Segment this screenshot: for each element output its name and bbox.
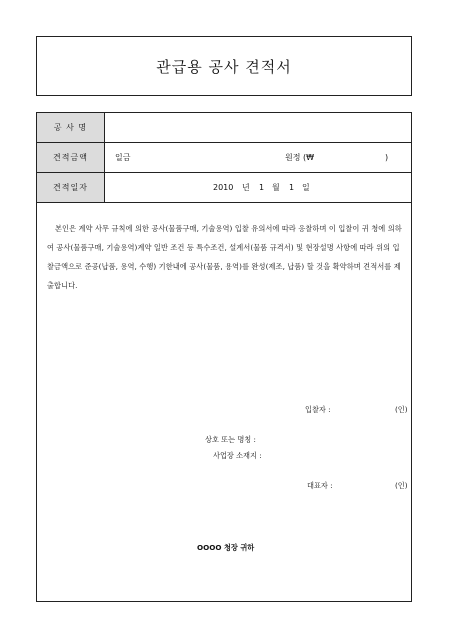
amount-label: 견적금액 — [37, 143, 105, 172]
document-title: 관급용 공사 견적서 — [156, 57, 292, 76]
project-name-row — [37, 113, 411, 143]
date-row — [37, 173, 411, 203]
statement-text: 본인은 계약 사무 규칙에 의한 공사(물품구매, 기술용역) 입찰 유의서에 따라 응찰하며 이 입찰이 귀 청에 의하여 공사(물품구매, 기술용역)계약 일반 조건 등 특수조건, 설계서(물품 규격서) 및 현장설명 사항에 따라 위의 입찰금액으로 준공(납품, 용역, 수행) 기한내에 공사(물품, 용역)를 완성(제조, 납품) 할 것을 확약하며 견적서를 제출합니다. — [47, 224, 402, 290]
date-year[interactable]: 2010 — [213, 183, 234, 192]
date-month[interactable]: 1 — [259, 183, 265, 192]
representative-seal: (인) — [395, 481, 408, 490]
amount-row — [37, 143, 411, 173]
amount-won-open: 원정 (₩ — [285, 153, 315, 162]
date-month-unit: 월 — [272, 183, 280, 192]
date-day-unit: 일 — [302, 183, 310, 192]
bidder-seal: (인) — [395, 405, 408, 414]
title-box — [36, 36, 412, 96]
representative-label: 대표자 : — [307, 481, 333, 490]
estimate-form — [36, 112, 412, 602]
date-year-unit: 년 — [242, 183, 250, 192]
date-label: 견적일자 — [37, 173, 105, 202]
business-address-label: 사업장 소재지 : — [213, 451, 262, 460]
project-name-label: 공 사 명 — [37, 113, 105, 142]
addressee: OOOO 청장 귀하 — [197, 543, 255, 552]
project-name-value[interactable] — [113, 113, 403, 142]
bidder-label: 입찰자 : — [305, 405, 331, 414]
date-day[interactable]: 1 — [289, 183, 295, 192]
company-name-label: 상호 또는 명칭 : — [205, 435, 256, 444]
amount-won-close: ) — [385, 153, 389, 162]
amount-prefix: 일금 — [115, 153, 131, 162]
